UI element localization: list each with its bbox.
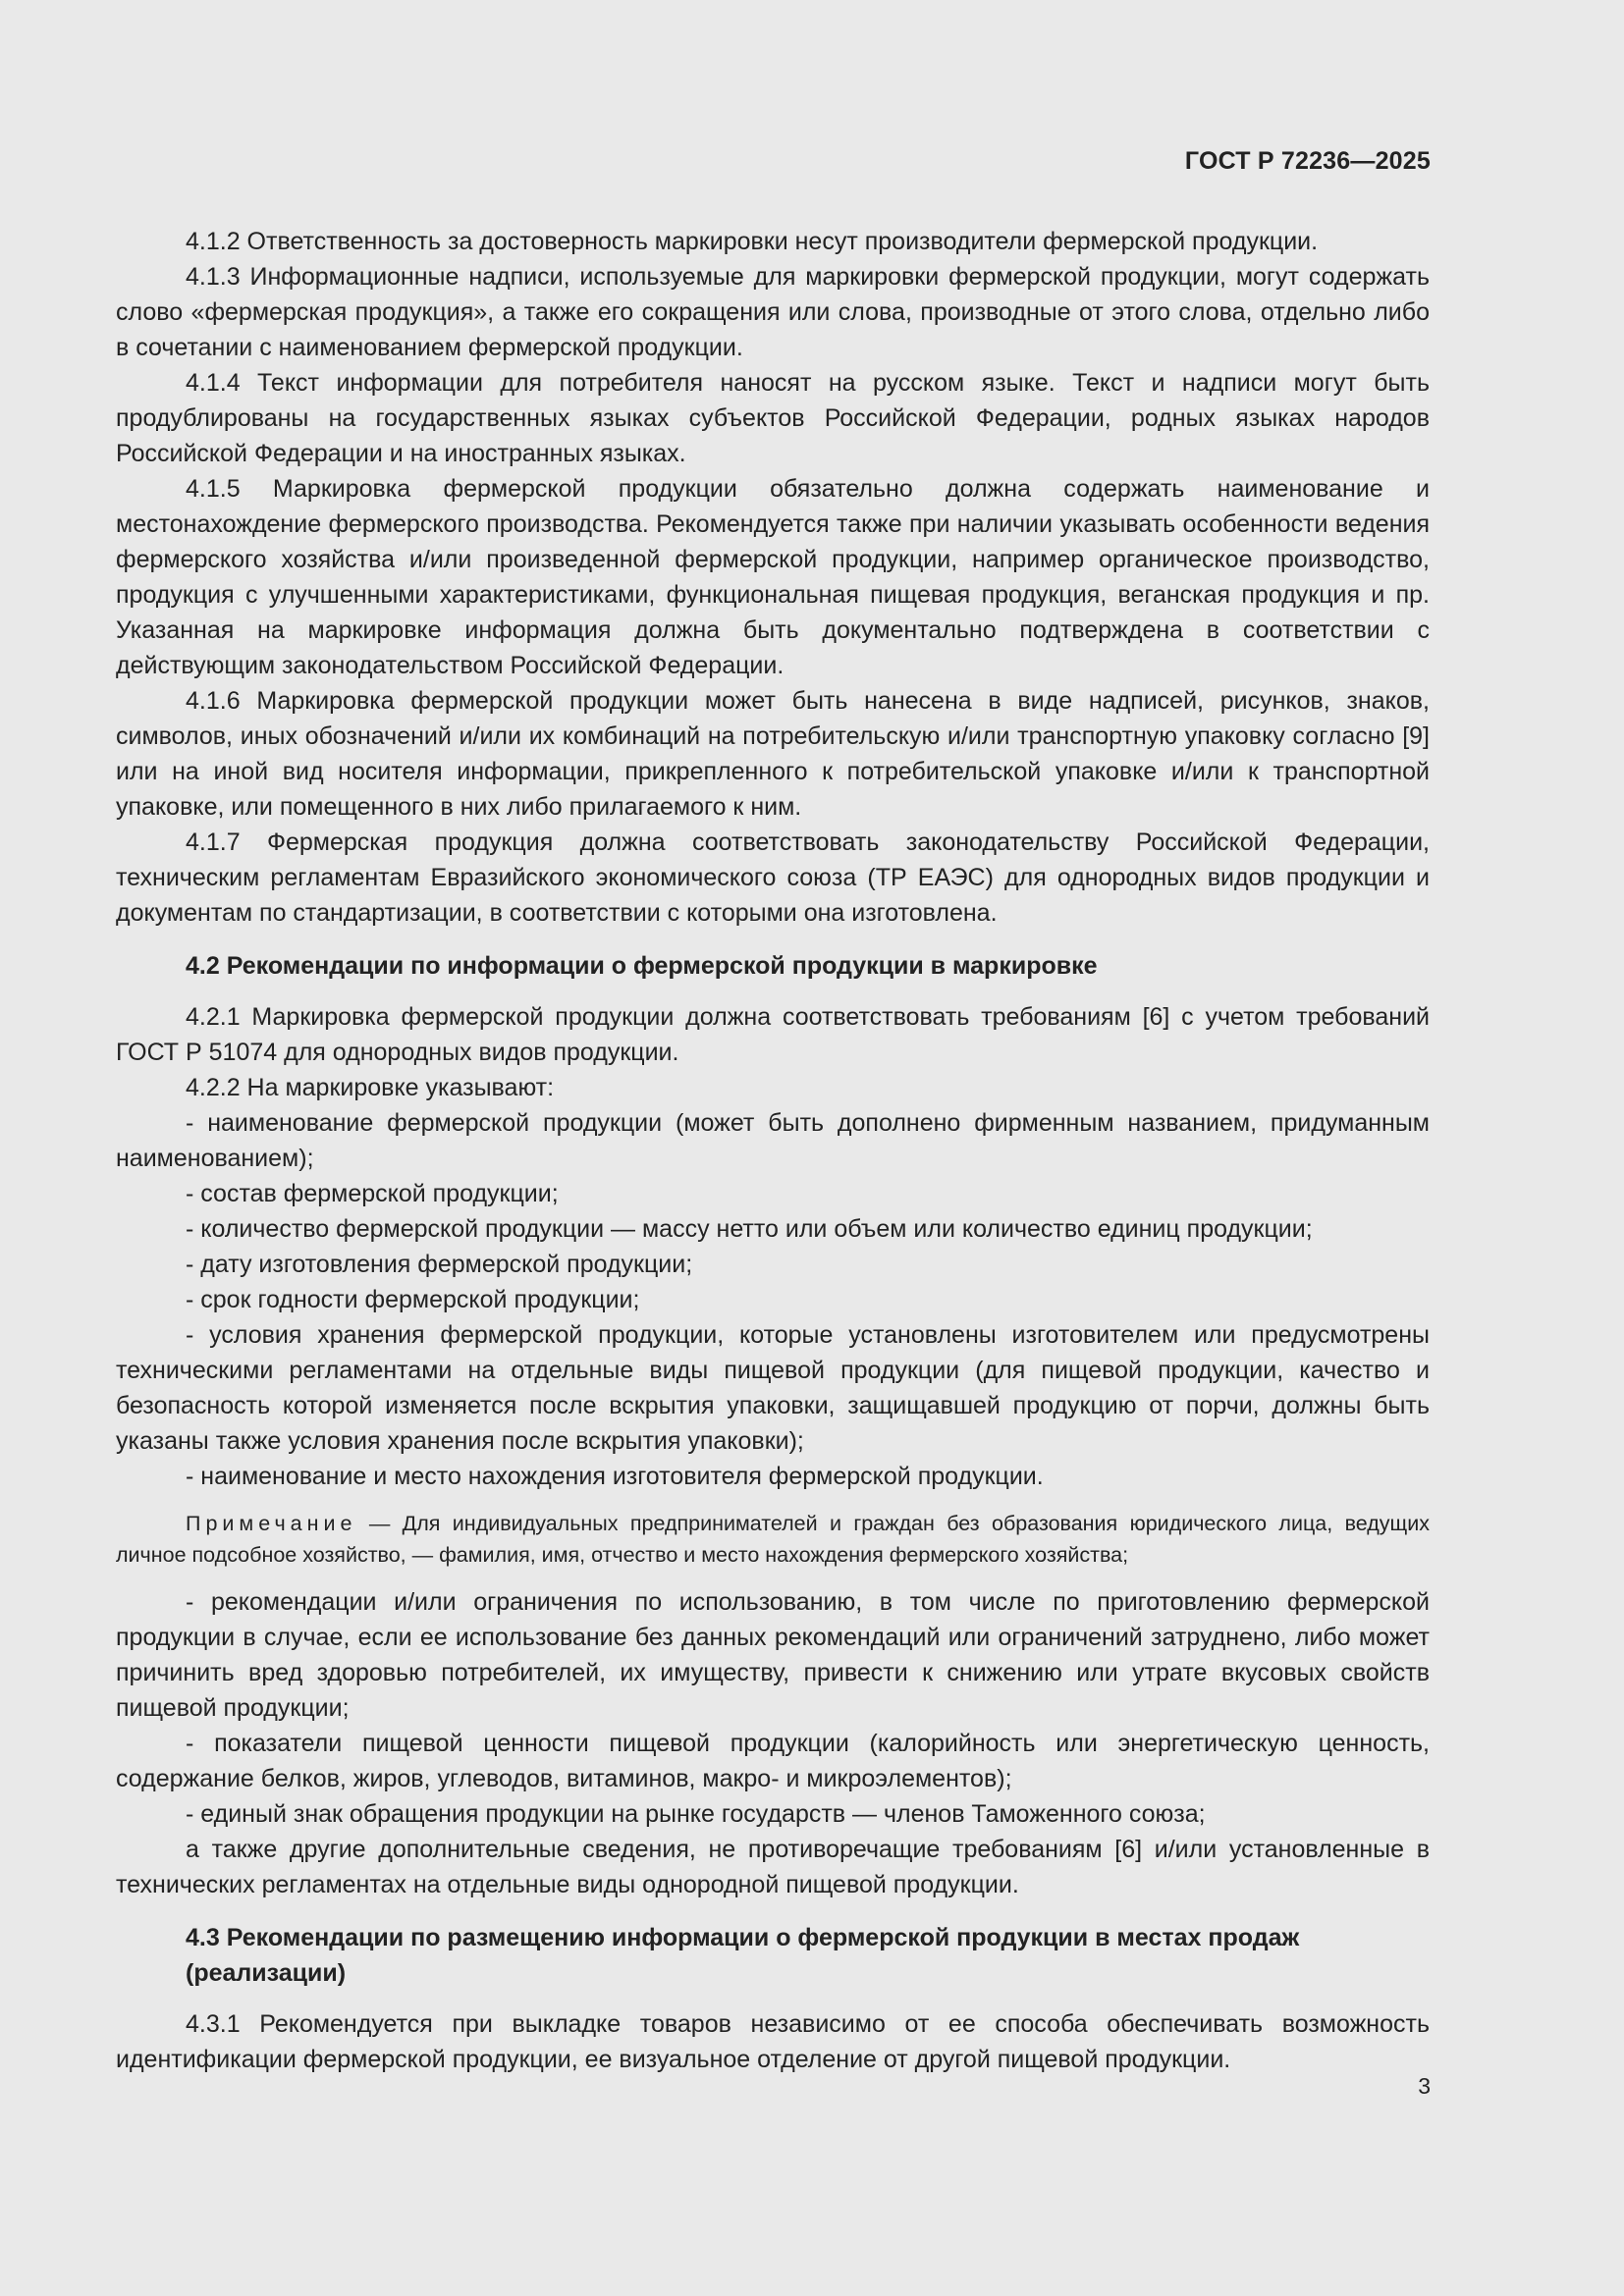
- list-item: - срок годности фермерской продукции;: [186, 1286, 640, 1313]
- list-item: - показатели пищевой ценности пищевой продукции (калорийность или энергетическую ценность, содержание белков, жиров, углеводов, витаминов, макро- и микроэлементов);: [116, 1730, 1430, 1792]
- list-item: - условия хранения фермерской продукции, которые установлены изготовителем или предусмотрены техническими регламентами на отдельные виды пищевой продукции (для пищевой продукции, качество и безопасность которой изменяется после вскрытия упаковки, защищавшей продукцию от порчи, должны быть указаны также условия хранения после вскрытия упаковки);: [116, 1321, 1430, 1455]
- list-item: - наименование фермерской продукции (может быть дополнено фирменным названием, придуманным наименованием);: [116, 1109, 1430, 1172]
- list-item: - количество фермерской продукции — массу нетто или объем или количество единиц продукции;: [186, 1215, 1313, 1243]
- closing-paragraph: а также другие дополнительные сведения, не противоречащие требованиям [6] и/или установленные в технических регламентах на отдельные виды однородной пищевой продукции.: [116, 1836, 1430, 1898]
- paragraph-4-1-3: 4.1.3 Информационные надписи, используемые для маркировки фермерской продукции, могут содержать слово «фермерская продукция», а также его сокращения или слова, производные от этого слова, отдельно либо в сочетании с наименованием фермерской продукции.: [116, 263, 1430, 361]
- paragraph-4-1-4: 4.1.4 Текст информации для потребителя наносят на русском языке. Текст и надписи могут быть продублированы на государственных языках субъектов Российской Федерации, родных языках народов Российской Федерации и на иностранных языках.: [116, 369, 1430, 467]
- section-heading-4-2: 4.2 Рекомендации по информации о фермерской продукции в маркировке: [186, 952, 1098, 980]
- document-body: [116, 224, 1430, 2077]
- note: [116, 1508, 1430, 1571]
- note-label: Примечание: [186, 1512, 357, 1535]
- paragraph-4-1-5: 4.1.5 Маркировка фермерской продукции обязательно должна содержать наименование и местонахождение фермерского производства. Рекомендуется также при наличии указывать особенности ведения фермерского хозяйства и/или произведенной фермерской продукции, например органическое производство, продукция с улучшенными характеристиками, функциональная пищевая продукция, веганская продукция и пр. Указанная на маркировке информация должна быть документально подтверждена в соответствии с действующим законодательством Российской Федерации.: [116, 475, 1430, 679]
- paragraph-4-1-7: 4.1.7 Фермерская продукция должна соответствовать законодательству Российской Федерации, техническим регламентам Евразийского экономического союза (ТР ЕАЭС) для однородных видов продукции и документам по стандартизации, в соответствии с которыми она изготовлена.: [116, 828, 1430, 927]
- list-item: - состав фермерской продукции;: [186, 1180, 559, 1207]
- document-code: ГОСТ Р 72236—2025: [1184, 147, 1431, 175]
- paragraph-4-1-6: 4.1.6 Маркировка фермерской продукции может быть нанесена в виде надписей, рисунков, знаков, символов, иных обозначений и/или их комбинаций на потребительскую и/или транспортную упаковку согласно [9] или на иной вид носителя информации, прикрепленного к потребительской упаковке и/или к транспортной упаковке, или помещенного в них либо прилагаемого к ним.: [116, 687, 1430, 821]
- list-item: - дату изготовления фермерской продукции;: [186, 1251, 693, 1278]
- section-heading-4-3: 4.3 Рекомендации по размещению информации о фермерской продукции в местах продаж (реализации): [186, 1924, 1300, 1987]
- list-item: - рекомендации и/или ограничения по использованию, в том числе по приготовлению фермерской продукции в случае, если ее использование без данных рекомендаций или ограничений затруднено, либо может причинить вред здоровью потребителей, их имуществу, привести к снижению или утрате вкусовых свойств пищевой продукции;: [116, 1588, 1430, 1722]
- paragraph-4-3-1: 4.3.1 Рекомендуется при выкладке товаров независимо от ее способа обеспечивать возможность идентификации фермерской продукции, ее визуальное отделение от другой пищевой продукции.: [116, 2010, 1430, 2073]
- paragraph-4-1-2: 4.1.2 Ответственность за достоверность маркировки несут производители фермерской продукции.: [186, 228, 1319, 255]
- paragraph-4-2-1: 4.2.1 Маркировка фермерской продукции должна соответствовать требованиям [6] с учетом требований ГОСТ Р 51074 для однородных видов продукции.: [116, 1003, 1430, 1066]
- list-item: - единый знак обращения продукции на рынке государств — членов Таможенного союза;: [186, 1800, 1206, 1828]
- list-item: - наименование и место нахождения изготовителя фермерской продукции.: [186, 1463, 1044, 1490]
- page-number: 3: [1418, 2073, 1431, 2099]
- note-text: — Для индивидуальных предпринимателей и граждан без образования юридического лица, ведущих личное подсобное хозяйство, — фамилия, имя, отчество и место нахождения фермерского хозяйства;: [116, 1512, 1430, 1567]
- paragraph-4-2-2: 4.2.2 На маркировке указывают:: [186, 1074, 555, 1101]
